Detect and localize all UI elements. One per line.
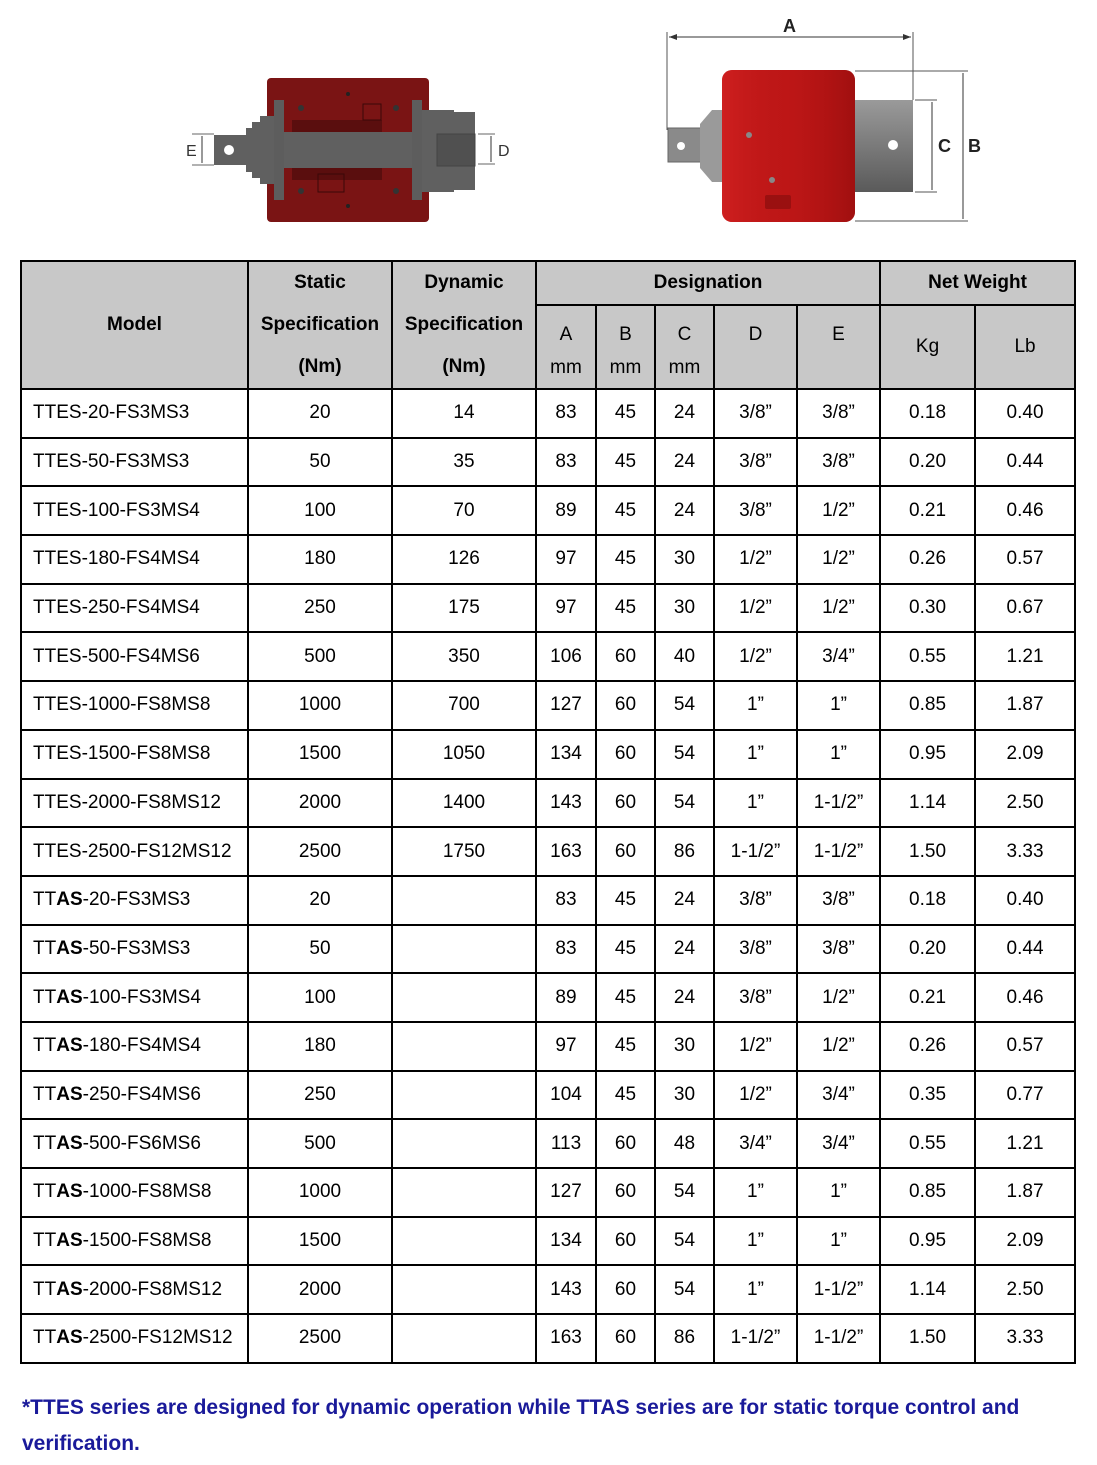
cell-model: [21, 1022, 248, 1071]
cell-static: 50: [248, 925, 392, 974]
cell-e: 3/4”: [797, 1119, 880, 1168]
dimension-d-label: D: [498, 143, 510, 160]
cell-static: 1500: [248, 1217, 392, 1266]
header-dim-a: A mm: [536, 305, 596, 389]
cell-e: 1/2”: [797, 1022, 880, 1071]
model-suffix: -50-FS3MS3: [81, 451, 190, 473]
cell-dynamic: 175: [392, 584, 536, 633]
cell-c: 86: [655, 1314, 714, 1363]
cell-b: 60: [596, 681, 655, 730]
table-row: [21, 535, 1075, 584]
cell-c: 24: [655, 486, 714, 535]
cell-a: 127: [536, 1168, 596, 1217]
cell-static: 500: [248, 1119, 392, 1168]
cell-a: 113: [536, 1119, 596, 1168]
cell-dynamic: [392, 1265, 536, 1314]
cell-kg: 0.20: [880, 925, 975, 974]
cell-e: 3/4”: [797, 632, 880, 681]
cell-dynamic: [392, 1022, 536, 1071]
cell-a: 163: [536, 827, 596, 876]
exterior-view-figure: [650, 0, 1000, 240]
cell-b: 60: [596, 1168, 655, 1217]
cell-d: 1”: [714, 779, 797, 828]
cell-dynamic: 1750: [392, 827, 536, 876]
table-row: [21, 1071, 1075, 1120]
table-row: [21, 632, 1075, 681]
model-suffix: -2500-FS12MS12: [82, 1327, 233, 1349]
cell-a: 127: [536, 681, 596, 730]
cell-kg: 1.14: [880, 1265, 975, 1314]
table-row: [21, 973, 1075, 1022]
cell-lb: 0.77: [975, 1071, 1075, 1120]
model-suffix: -500-FS6MS6: [82, 1132, 201, 1154]
model-suffix: -100-FS3MS4: [82, 986, 201, 1008]
cell-model: [21, 925, 248, 974]
cell-c: 54: [655, 1265, 714, 1314]
header-dim-c: C mm: [655, 305, 714, 389]
header-dim-b: B mm: [596, 305, 655, 389]
cell-model: [21, 1168, 248, 1217]
cell-c: 54: [655, 730, 714, 779]
cell-e: 1-1/2”: [797, 779, 880, 828]
model-suffix: -50-FS3MS3: [82, 937, 191, 959]
cell-e: 1-1/2”: [797, 827, 880, 876]
model-prefix: TTES: [33, 597, 82, 619]
cell-lb: 3.33: [975, 1314, 1075, 1363]
model-suffix: -180-FS4MS4: [82, 1035, 201, 1057]
cell-d: 3/8”: [714, 389, 797, 438]
cell-kg: 0.55: [880, 632, 975, 681]
cell-model: [21, 632, 248, 681]
cell-model: [21, 730, 248, 779]
cell-b: 60: [596, 730, 655, 779]
cell-dynamic: 14: [392, 389, 536, 438]
cell-model: [21, 1265, 248, 1314]
dimension-c-label: C: [938, 136, 951, 156]
cell-lb: 1.21: [975, 1119, 1075, 1168]
model-prefix: TTES: [33, 451, 82, 473]
table-row: [21, 1119, 1075, 1168]
cell-lb: 1.21: [975, 632, 1075, 681]
header-dim-d: D: [714, 305, 797, 389]
specification-table: [20, 260, 1076, 1364]
table-body: [21, 389, 1075, 1363]
cell-d: 1/2”: [714, 1022, 797, 1071]
cell-b: 45: [596, 876, 655, 925]
cell-kg: 0.26: [880, 1022, 975, 1071]
cell-kg: 0.55: [880, 1119, 975, 1168]
model-prefix: TTES: [33, 499, 82, 521]
cell-lb: 2.50: [975, 779, 1075, 828]
cell-e: 3/8”: [797, 925, 880, 974]
cell-model: [21, 827, 248, 876]
header-model: Model: [21, 261, 248, 389]
cell-a: 97: [536, 1022, 596, 1071]
cell-e: 1/2”: [797, 535, 880, 584]
cell-c: 40: [655, 632, 714, 681]
cell-static: 50: [248, 438, 392, 487]
footnote: *TTES series are designed for dynamic operation while TTAS series are for static torque control and verification.: [22, 1396, 1020, 1455]
cell-a: 104: [536, 1071, 596, 1120]
cell-b: 45: [596, 486, 655, 535]
model-prefix: TTES: [33, 791, 82, 813]
cell-dynamic: 1050: [392, 730, 536, 779]
cell-c: 86: [655, 827, 714, 876]
cell-c: 30: [655, 1022, 714, 1071]
table-row: [21, 1314, 1075, 1363]
cell-kg: 0.21: [880, 486, 975, 535]
model-suffix: -250-FS4MS4: [81, 597, 200, 619]
cell-c: 24: [655, 973, 714, 1022]
cell-static: 1500: [248, 730, 392, 779]
cell-kg: 1.50: [880, 827, 975, 876]
cell-b: 45: [596, 973, 655, 1022]
model-prefix: TTES: [33, 548, 82, 570]
cell-b: 45: [596, 438, 655, 487]
cell-kg: 0.20: [880, 438, 975, 487]
cell-dynamic: [392, 1071, 536, 1120]
cell-d: 1-1/2”: [714, 827, 797, 876]
cell-lb: 2.50: [975, 1265, 1075, 1314]
cell-static: 2000: [248, 1265, 392, 1314]
cell-d: 3/4”: [714, 1119, 797, 1168]
model-prefix: TTAS: [33, 1181, 83, 1203]
model-suffix: -500-FS4MS6: [81, 645, 200, 667]
cell-lb: 0.40: [975, 876, 1075, 925]
cell-kg: 0.85: [880, 681, 975, 730]
cell-e: 1-1/2”: [797, 1265, 880, 1314]
table-row: [21, 779, 1075, 828]
cell-a: 89: [536, 973, 596, 1022]
cell-kg: 0.35: [880, 1071, 975, 1120]
cell-model: [21, 584, 248, 633]
cell-static: 250: [248, 1071, 392, 1120]
cell-static: 250: [248, 584, 392, 633]
cell-b: 45: [596, 1071, 655, 1120]
cell-static: 1000: [248, 1168, 392, 1217]
cell-lb: 1.87: [975, 681, 1075, 730]
cell-b: 60: [596, 1119, 655, 1168]
cell-b: 45: [596, 389, 655, 438]
cell-d: 3/8”: [714, 925, 797, 974]
model-prefix: TTES: [33, 645, 82, 667]
cell-b: 45: [596, 584, 655, 633]
cell-static: 2500: [248, 827, 392, 876]
table-row: [21, 389, 1075, 438]
cell-kg: 1.14: [880, 779, 975, 828]
cell-dynamic: 1400: [392, 779, 536, 828]
cell-lb: 0.57: [975, 535, 1075, 584]
cell-b: 60: [596, 1314, 655, 1363]
cell-b: 60: [596, 827, 655, 876]
model-suffix: -20-FS3MS3: [81, 402, 190, 424]
cell-static: 1000: [248, 681, 392, 730]
cell-b: 60: [596, 779, 655, 828]
cell-kg: 0.30: [880, 584, 975, 633]
model-prefix: TTAS: [33, 986, 83, 1008]
cell-d: 3/8”: [714, 973, 797, 1022]
cell-kg: 0.21: [880, 973, 975, 1022]
cell-dynamic: [392, 1119, 536, 1168]
cell-e: 1”: [797, 1168, 880, 1217]
cell-model: [21, 1071, 248, 1120]
cell-kg: 0.85: [880, 1168, 975, 1217]
cell-c: 24: [655, 876, 714, 925]
cell-static: 100: [248, 486, 392, 535]
cell-e: 3/4”: [797, 1071, 880, 1120]
header-dynamic-spec: Dynamic Specification (Nm): [392, 261, 536, 389]
cell-b: 60: [596, 632, 655, 681]
cell-model: [21, 438, 248, 487]
table-row: [21, 1217, 1075, 1266]
table-row: [21, 876, 1075, 925]
cell-dynamic: [392, 1217, 536, 1266]
cell-c: 54: [655, 681, 714, 730]
cell-lb: 2.09: [975, 1217, 1075, 1266]
cell-c: 30: [655, 1071, 714, 1120]
model-prefix: TTAS: [33, 1327, 83, 1349]
cell-kg: 0.95: [880, 1217, 975, 1266]
model-suffix: -1500-FS8MS8: [81, 743, 211, 765]
cell-c: 30: [655, 584, 714, 633]
cell-dynamic: [392, 1168, 536, 1217]
cell-static: 180: [248, 535, 392, 584]
dimension-a-label: A: [783, 16, 796, 36]
cell-lb: 1.87: [975, 1168, 1075, 1217]
cell-lb: 0.44: [975, 925, 1075, 974]
cell-lb: 2.09: [975, 730, 1075, 779]
table-row: [21, 1168, 1075, 1217]
model-suffix: -1000-FS8MS8: [81, 694, 211, 716]
cell-static: 20: [248, 389, 392, 438]
cell-a: 143: [536, 779, 596, 828]
cell-e: 1”: [797, 730, 880, 779]
cell-lb: 0.46: [975, 486, 1075, 535]
table-row: [21, 438, 1075, 487]
cell-static: 2000: [248, 779, 392, 828]
cell-model: [21, 486, 248, 535]
cell-a: 83: [536, 438, 596, 487]
torque-limiter-exterior-drawing: [650, 0, 1000, 240]
dimension-b-label: B: [968, 136, 981, 156]
cell-model: [21, 1217, 248, 1266]
cell-c: 54: [655, 779, 714, 828]
cell-e: 1/2”: [797, 973, 880, 1022]
cell-c: 30: [655, 535, 714, 584]
cell-model: [21, 973, 248, 1022]
cell-model: [21, 389, 248, 438]
cell-b: 60: [596, 1217, 655, 1266]
cell-lb: 0.67: [975, 584, 1075, 633]
cell-c: 54: [655, 1168, 714, 1217]
cell-lb: 0.44: [975, 438, 1075, 487]
cell-model: [21, 779, 248, 828]
cell-d: 1/2”: [714, 584, 797, 633]
model-prefix: TTES: [33, 402, 82, 424]
cell-e: 1/2”: [797, 584, 880, 633]
cell-c: 48: [655, 1119, 714, 1168]
cell-e: 1-1/2”: [797, 1314, 880, 1363]
header-designation: Designation: [536, 261, 880, 305]
model-suffix: -2500-FS12MS12: [81, 840, 232, 862]
model-suffix: -20-FS3MS3: [82, 889, 191, 911]
table-row: [21, 1022, 1075, 1071]
cell-kg: 0.26: [880, 535, 975, 584]
model-prefix: TTES: [33, 840, 82, 862]
cell-static: 2500: [248, 1314, 392, 1363]
cell-model: [21, 535, 248, 584]
cell-c: 24: [655, 925, 714, 974]
cell-d: 1”: [714, 681, 797, 730]
model-suffix: -180-FS4MS4: [81, 548, 200, 570]
cell-static: 180: [248, 1022, 392, 1071]
model-suffix: -1500-FS8MS8: [82, 1230, 212, 1252]
cell-d: 3/8”: [714, 438, 797, 487]
cell-b: 45: [596, 1022, 655, 1071]
table-row: [21, 486, 1075, 535]
cell-b: 45: [596, 925, 655, 974]
cell-model: [21, 876, 248, 925]
cell-d: 1”: [714, 1265, 797, 1314]
cell-d: 1/2”: [714, 1071, 797, 1120]
cell-d: 1”: [714, 730, 797, 779]
cell-d: 3/8”: [714, 486, 797, 535]
cell-dynamic: 700: [392, 681, 536, 730]
model-prefix: TTAS: [33, 1230, 83, 1252]
model-prefix: TTAS: [33, 1035, 83, 1057]
cell-lb: 3.33: [975, 827, 1075, 876]
cell-model: [21, 1314, 248, 1363]
model-prefix: TTAS: [33, 1278, 83, 1300]
cell-d: 1”: [714, 1217, 797, 1266]
cell-e: 1”: [797, 1217, 880, 1266]
cell-dynamic: [392, 1314, 536, 1363]
cell-c: 24: [655, 438, 714, 487]
cell-lb: 0.57: [975, 1022, 1075, 1071]
table-row: [21, 827, 1075, 876]
dimension-e-label: E: [186, 143, 197, 160]
cell-a: 163: [536, 1314, 596, 1363]
model-prefix: TTES: [33, 743, 82, 765]
model-prefix: TTAS: [33, 937, 83, 959]
cell-model: [21, 1119, 248, 1168]
cell-dynamic: [392, 925, 536, 974]
cell-a: 143: [536, 1265, 596, 1314]
table-row: [21, 681, 1075, 730]
cell-d: 1”: [714, 1168, 797, 1217]
cell-b: 60: [596, 1265, 655, 1314]
cell-a: 83: [536, 925, 596, 974]
cell-static: 20: [248, 876, 392, 925]
torque-limiter-section-drawing: [150, 40, 550, 240]
cell-e: 3/8”: [797, 876, 880, 925]
cell-dynamic: [392, 876, 536, 925]
cell-b: 45: [596, 535, 655, 584]
model-suffix: -2000-FS8MS12: [81, 791, 221, 813]
cell-dynamic: 126: [392, 535, 536, 584]
model-prefix: TTES: [33, 694, 82, 716]
cell-a: 134: [536, 730, 596, 779]
cell-a: 97: [536, 535, 596, 584]
cell-kg: 0.18: [880, 389, 975, 438]
cell-lb: 0.46: [975, 973, 1075, 1022]
cell-d: 1-1/2”: [714, 1314, 797, 1363]
model-prefix: TTAS: [33, 1083, 83, 1105]
header-net-weight: Net Weight: [880, 261, 1075, 305]
cell-dynamic: [392, 973, 536, 1022]
cell-e: 1”: [797, 681, 880, 730]
cell-kg: 0.95: [880, 730, 975, 779]
cell-c: 54: [655, 1217, 714, 1266]
cross-section-figure: [150, 40, 550, 240]
cell-e: 3/8”: [797, 389, 880, 438]
model-prefix: TTAS: [33, 889, 83, 911]
cell-a: 89: [536, 486, 596, 535]
model-suffix: -100-FS3MS4: [81, 499, 200, 521]
table-row: [21, 1265, 1075, 1314]
cell-kg: 1.50: [880, 1314, 975, 1363]
cell-static: 500: [248, 632, 392, 681]
model-suffix: -2000-FS8MS12: [82, 1278, 223, 1300]
cell-dynamic: 350: [392, 632, 536, 681]
table-row: [21, 730, 1075, 779]
cell-d: 1/2”: [714, 535, 797, 584]
cell-a: 97: [536, 584, 596, 633]
model-prefix: TTAS: [33, 1132, 83, 1154]
header-lb: Lb: [975, 305, 1075, 389]
cell-d: 3/8”: [714, 876, 797, 925]
cell-a: 106: [536, 632, 596, 681]
header-kg: Kg: [880, 305, 975, 389]
cell-lb: 0.40: [975, 389, 1075, 438]
table-row: [21, 925, 1075, 974]
cell-static: 100: [248, 973, 392, 1022]
cell-d: 1/2”: [714, 632, 797, 681]
cell-e: 1/2”: [797, 486, 880, 535]
cell-kg: 0.18: [880, 876, 975, 925]
model-suffix: -1000-FS8MS8: [82, 1181, 212, 1203]
header-static-spec: Static Specification (Nm): [248, 261, 392, 389]
table-row: [21, 584, 1075, 633]
cell-e: 3/8”: [797, 438, 880, 487]
cell-a: 83: [536, 876, 596, 925]
cell-model: [21, 681, 248, 730]
header-dim-e: E: [797, 305, 880, 389]
cell-c: 24: [655, 389, 714, 438]
cell-dynamic: 35: [392, 438, 536, 487]
cell-a: 83: [536, 389, 596, 438]
cell-a: 134: [536, 1217, 596, 1266]
model-suffix: -250-FS4MS6: [82, 1083, 201, 1105]
cell-dynamic: 70: [392, 486, 536, 535]
